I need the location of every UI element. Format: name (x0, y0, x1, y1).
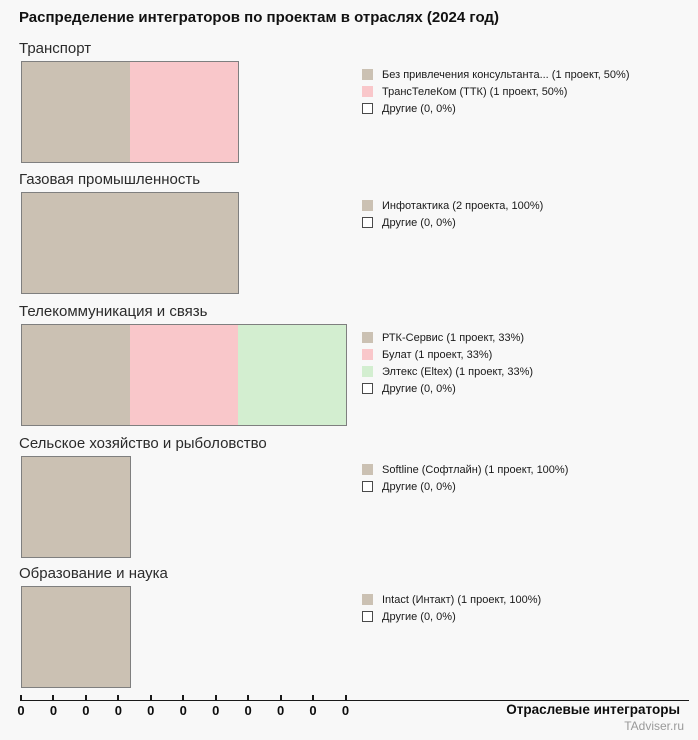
legend-item (362, 608, 541, 625)
x-axis-tick-label: 0 (341, 703, 350, 718)
legend-label: РТК-Сервис (1 проект, 33%) (382, 331, 525, 344)
legend (362, 329, 533, 397)
x-axis-tick-label: 0 (49, 703, 58, 718)
x-axis-tick (150, 695, 152, 701)
legend (362, 66, 630, 117)
bar-segment (130, 325, 238, 425)
legend-swatch (362, 332, 373, 343)
x-axis-tick (85, 695, 87, 701)
x-axis-tick-label: 0 (82, 703, 90, 718)
legend-label: Другие (0, 0%) (382, 216, 456, 229)
legend-label: ТрансТелеКом (ТТК) (1 проект, 50%) (382, 85, 568, 98)
legend-label: Softline (Софтлайн) (1 проект, 100%) (382, 463, 569, 476)
x-axis-tick (312, 695, 314, 701)
industry-label: Телекоммуникация и связь (19, 303, 208, 320)
legend-swatch (362, 464, 373, 475)
x-axis-tick (52, 695, 54, 701)
legend-label: Другие (0, 0%) (382, 102, 456, 115)
legend-label: Другие (0, 0%) (382, 382, 456, 395)
x-axis-tick (345, 695, 347, 701)
bar-segment (22, 587, 130, 687)
legend-item (362, 197, 543, 214)
legend-swatch (362, 349, 373, 360)
legend-swatch (362, 217, 373, 228)
x-axis-tick (182, 695, 184, 701)
x-axis-tick-label: 0 (114, 703, 122, 718)
x-axis-tick-label: 0 (244, 703, 252, 718)
x-axis-tick (20, 695, 22, 701)
legend-item (362, 461, 568, 478)
legend-label: Другие (0, 0%) (382, 480, 456, 493)
legend-swatch (362, 86, 373, 97)
stacked-bar (21, 192, 239, 294)
stacked-bar (21, 61, 239, 163)
x-axis-tick (215, 695, 217, 701)
legend-item (362, 66, 630, 83)
legend-swatch (362, 366, 373, 377)
industry-label: Образование и наука (19, 565, 168, 582)
x-axis-tick-label: 0 (212, 703, 220, 718)
x-axis-tick-label: 0 (309, 703, 317, 718)
industry-label: Газовая промышленность (19, 171, 201, 188)
chart-title: Распределение интеграторов по проектам в отраслях (2024 год) (19, 9, 499, 26)
x-axis-tick-label: 0 (17, 703, 25, 718)
x-axis-tick (117, 695, 119, 701)
watermark: TAdviser.ru (624, 719, 684, 733)
legend-item (362, 83, 630, 100)
legend-swatch (362, 594, 373, 605)
bar-segment (22, 193, 238, 293)
legend (362, 197, 543, 231)
legend-swatch (362, 69, 373, 80)
x-axis-tick (280, 695, 282, 701)
x-axis-tick (247, 695, 249, 701)
x-axis-tick-label: 0 (179, 703, 187, 718)
legend-swatch (362, 611, 373, 622)
bar-segment (238, 325, 346, 425)
x-axis-line (20, 700, 689, 701)
legend-swatch (362, 103, 373, 114)
bar-segment (22, 457, 130, 557)
x-axis-tick-label: 0 (147, 703, 155, 718)
legend-item (362, 214, 543, 231)
legend-item (362, 100, 630, 117)
legend-swatch (362, 383, 373, 394)
legend-label: Булат (1 проект, 33%) (382, 348, 493, 361)
legend-swatch (362, 481, 373, 492)
stacked-bar (21, 586, 131, 688)
legend-swatch (362, 200, 373, 211)
legend-item (362, 478, 568, 495)
stacked-bar (21, 456, 131, 558)
stacked-bar (21, 324, 347, 426)
x-axis-tick-label: 0 (276, 703, 285, 718)
legend-item (362, 380, 533, 397)
bar-segment (22, 62, 130, 162)
legend-label: Intact (Интакт) (1 проект, 100%) (382, 593, 542, 606)
industry-label: Сельское хозяйство и рыболовство (19, 435, 267, 452)
legend-label: Инфотактика (2 проекта, 100%) (382, 199, 544, 212)
legend-item (362, 346, 533, 363)
legend-item (362, 591, 541, 608)
legend-label: Без привлечения консультанта... (1 проект, 50%) (382, 68, 630, 81)
bar-segment (22, 325, 130, 425)
legend (362, 591, 541, 625)
legend-item (362, 363, 533, 380)
x-axis-title: Отраслевые интеграторы (506, 702, 680, 717)
legend-label: Другие (0, 0%) (382, 610, 456, 623)
industry-label: Транспорт (19, 40, 92, 57)
bar-segment (130, 62, 238, 162)
legend-item (362, 329, 533, 346)
legend (362, 461, 568, 495)
legend-label: Элтекс (Eltex) (1 проект, 33%) (382, 365, 534, 378)
